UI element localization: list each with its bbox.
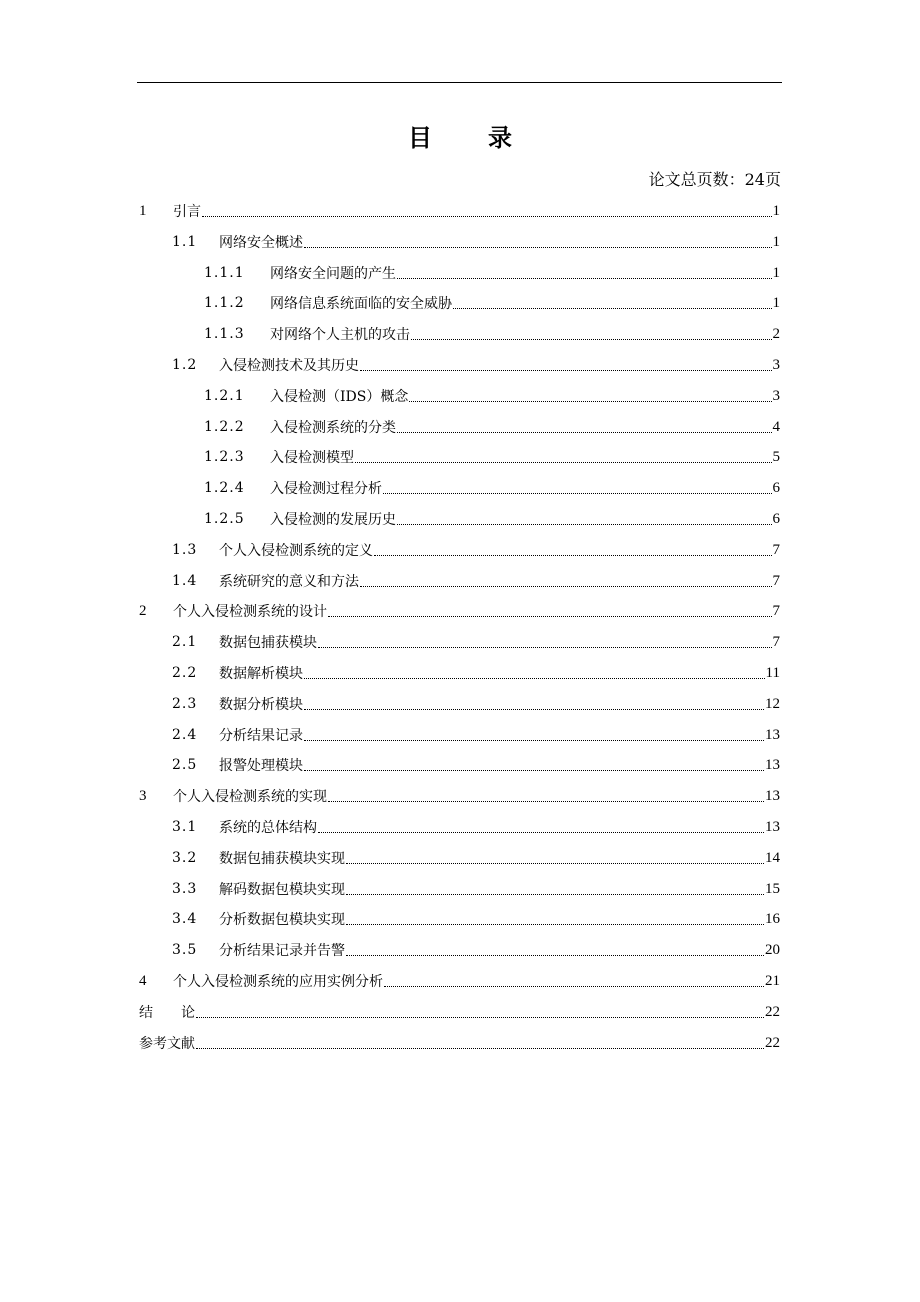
toc-dot-leader (397, 277, 772, 279)
toc-dot-leader (202, 215, 772, 217)
toc-entry-label: 数据分析模块 (219, 697, 303, 713)
title-char-2: 录 (488, 123, 512, 152)
toc-dot-leader (397, 431, 772, 433)
toc-entry[interactable] (172, 750, 780, 780)
toc-entry-label: 入侵检测技术及其历史 (219, 358, 359, 374)
toc-entry[interactable] (172, 689, 780, 719)
toc-dot-leader (196, 1016, 764, 1018)
toc-entry-number: 2.3 (172, 696, 198, 712)
toc-entry[interactable] (204, 258, 780, 288)
toc-entry-label: 分析结果记录并告警 (219, 943, 345, 959)
toc-entry-page-number: 22 (765, 1034, 780, 1051)
toc-entry-page-number: 21 (765, 972, 780, 989)
toc-entry[interactable] (204, 473, 780, 503)
toc-entry-label: 对网络个人主机的攻击 (270, 327, 410, 343)
toc-entry-number: 3.3 (172, 881, 198, 897)
toc-entry[interactable] (172, 227, 780, 257)
toc-entry[interactable] (172, 658, 780, 688)
toc-entry-number: 1.2.5 (204, 511, 245, 527)
toc-entry[interactable] (204, 412, 780, 442)
title-char-1: 目 (408, 123, 432, 152)
toc-dot-leader (384, 985, 764, 987)
toc-entry-label: 入侵检测（IDS）概念 (270, 389, 409, 405)
toc-entry-number: 1.2.4 (204, 480, 245, 496)
toc-entry-label: 报警处理模块 (219, 758, 303, 774)
toc-entry-label: 入侵检测系统的分类 (270, 420, 396, 436)
toc-entry-number: 3.1 (172, 819, 198, 835)
toc-dot-leader (304, 708, 764, 710)
toc-entry-label: 网络安全概述 (219, 235, 303, 251)
toc-entry-page-number: 13 (765, 756, 780, 773)
toc-entry-number: 1.1.2 (204, 295, 245, 311)
toc-entry-page-number: 22 (765, 1003, 780, 1020)
toc-entry-number: 1.2 (172, 357, 198, 373)
toc-entry-label: 数据解析模块 (219, 666, 303, 682)
toc-entry-number: 2.5 (172, 757, 198, 773)
toc-dot-leader (453, 307, 772, 309)
toc-entry[interactable] (139, 1028, 780, 1058)
toc-entry[interactable] (172, 535, 780, 565)
toc-dot-leader (411, 338, 772, 340)
toc-entry-page-number: 3 (772, 387, 780, 404)
toc-entry[interactable] (139, 966, 780, 996)
toc-entry-number: 1.2.1 (204, 388, 245, 404)
toc-entry-number: 3 (139, 787, 147, 804)
toc-entry-number: 2.2 (172, 665, 198, 681)
toc-dot-leader (304, 246, 772, 248)
toc-entry[interactable] (172, 874, 780, 904)
toc-entry-page-number: 6 (772, 510, 780, 527)
toc-entry[interactable] (139, 596, 780, 626)
toc-entry[interactable] (172, 720, 780, 750)
toc-entry[interactable] (172, 350, 780, 380)
toc-entry-number: 2.4 (172, 727, 198, 743)
toc-entry-page-number: 1 (772, 202, 780, 219)
toc-entry-label: 个人入侵检测系统的设计 (173, 604, 327, 620)
toc-entry[interactable] (204, 288, 780, 318)
toc-entry-page-number: 20 (765, 941, 780, 958)
toc-entry-number: 1.1.3 (204, 326, 245, 342)
toc-entry-page-number: 7 (772, 633, 780, 650)
toc-entry-page-number: 7 (772, 572, 780, 589)
toc-entry[interactable] (172, 904, 780, 934)
toc-entry-label: 结 论 (139, 1005, 195, 1021)
toc-entry[interactable] (139, 997, 780, 1027)
toc-entry[interactable] (172, 627, 780, 657)
toc-entry-number: 4 (139, 972, 147, 989)
toc-entry-label: 入侵检测的发展历史 (270, 512, 396, 528)
toc-entry-number: 1.1 (172, 234, 198, 250)
toc-entry-label: 网络安全问题的产生 (270, 266, 396, 282)
toc-entry-page-number: 16 (765, 910, 780, 927)
toc-entry-number: 1.4 (172, 573, 198, 589)
toc-entry-label: 入侵检测过程分析 (270, 481, 382, 497)
toc-entry-page-number: 1 (772, 294, 780, 311)
toc-dot-leader (374, 554, 772, 556)
toc-entry-page-number: 13 (765, 787, 780, 804)
toc-entry-page-number: 14 (765, 849, 780, 866)
header-rule (137, 82, 782, 83)
toc-entry-page-number: 3 (772, 356, 780, 373)
toc-entry-page-number: 13 (765, 726, 780, 743)
toc-entry-page-number: 1 (772, 264, 780, 281)
toc-entry[interactable] (204, 319, 780, 349)
toc-entry[interactable] (204, 381, 780, 411)
toc-entry-number: 3.4 (172, 911, 198, 927)
toc-entry-label: 个人入侵检测系统的定义 (219, 543, 373, 559)
toc-dot-leader (409, 400, 771, 402)
toc-entry[interactable] (139, 196, 780, 226)
toc-dot-leader (318, 831, 764, 833)
toc-entry-number: 2.1 (172, 634, 198, 650)
toc-entry-number: 1.2.3 (204, 449, 245, 465)
toc-entry-page-number: 7 (772, 541, 780, 558)
toc-entry-number: 3.2 (172, 850, 198, 866)
toc-entry-label: 数据包捕获模块 (219, 635, 317, 651)
toc-dot-leader (346, 923, 764, 925)
toc-dot-leader (328, 615, 772, 617)
toc-entry-page-number: 2 (772, 325, 780, 342)
toc-dot-leader (383, 492, 772, 494)
toc-entry-page-number: 4 (772, 418, 780, 435)
toc-dot-leader (397, 523, 772, 525)
toc-entry-number: 1.2.2 (204, 419, 245, 435)
toc-dot-leader (355, 461, 772, 463)
toc-dot-leader (304, 739, 764, 741)
toc-entry[interactable] (204, 504, 780, 534)
toc-entry-page-number: 12 (765, 695, 780, 712)
toc-entry[interactable] (172, 566, 780, 596)
toc-entry[interactable] (139, 781, 780, 811)
toc-entry-label: 入侵检测模型 (270, 450, 354, 466)
toc-dot-leader (346, 954, 764, 956)
toc-entry[interactable] (172, 843, 780, 873)
toc-entry-label: 系统研究的意义和方法 (219, 574, 359, 590)
toc-entry[interactable] (172, 935, 780, 965)
toc-entry-number: 3.5 (172, 942, 198, 958)
toc-entry-label: 系统的总体结构 (219, 820, 317, 836)
toc-entry-label: 个人入侵检测系统的实现 (173, 789, 327, 805)
toc-dot-leader (360, 369, 772, 371)
toc-entry-label: 分析数据包模块实现 (219, 912, 345, 928)
toc-entry-page-number: 11 (765, 664, 780, 681)
toc-entry-page-number: 7 (772, 602, 780, 619)
toc-dot-leader (360, 585, 772, 587)
toc-entry-label: 引言 (173, 204, 201, 220)
toc-entry-number: 1 (139, 202, 147, 219)
toc-dot-leader (304, 677, 765, 679)
toc-dot-leader (318, 646, 772, 648)
toc-entry-page-number: 5 (772, 448, 780, 465)
toc-entry-label: 网络信息系统面临的安全威胁 (270, 296, 452, 312)
toc-entry-page-number: 6 (772, 479, 780, 496)
toc-entry-label: 个人入侵检测系统的应用实例分析 (173, 974, 383, 990)
toc-entry-number: 1.1.1 (204, 265, 245, 281)
toc-entry-label: 参考文献 (139, 1036, 195, 1052)
toc-entry-page-number: 15 (765, 880, 780, 897)
toc-entry[interactable] (172, 812, 780, 842)
toc-entry-number: 2 (139, 602, 147, 619)
toc-dot-leader (328, 800, 764, 802)
toc-dot-leader (346, 862, 764, 864)
toc-dot-leader (304, 769, 764, 771)
toc-entry-label: 解码数据包模块实现 (219, 882, 345, 898)
toc-dot-leader (196, 1047, 764, 1049)
toc-entry[interactable] (204, 442, 780, 472)
page-title (0, 118, 920, 153)
toc-entry-label: 数据包捕获模块实现 (219, 851, 345, 867)
toc-entry-page-number: 13 (765, 818, 780, 835)
toc-entry-page-number: 1 (772, 233, 780, 250)
toc-dot-leader (346, 893, 764, 895)
total-pages-note: 论文总页数：24页 (648, 170, 781, 189)
toc-entry-number: 1.3 (172, 542, 198, 558)
toc-entry-label: 分析结果记录 (219, 728, 303, 744)
